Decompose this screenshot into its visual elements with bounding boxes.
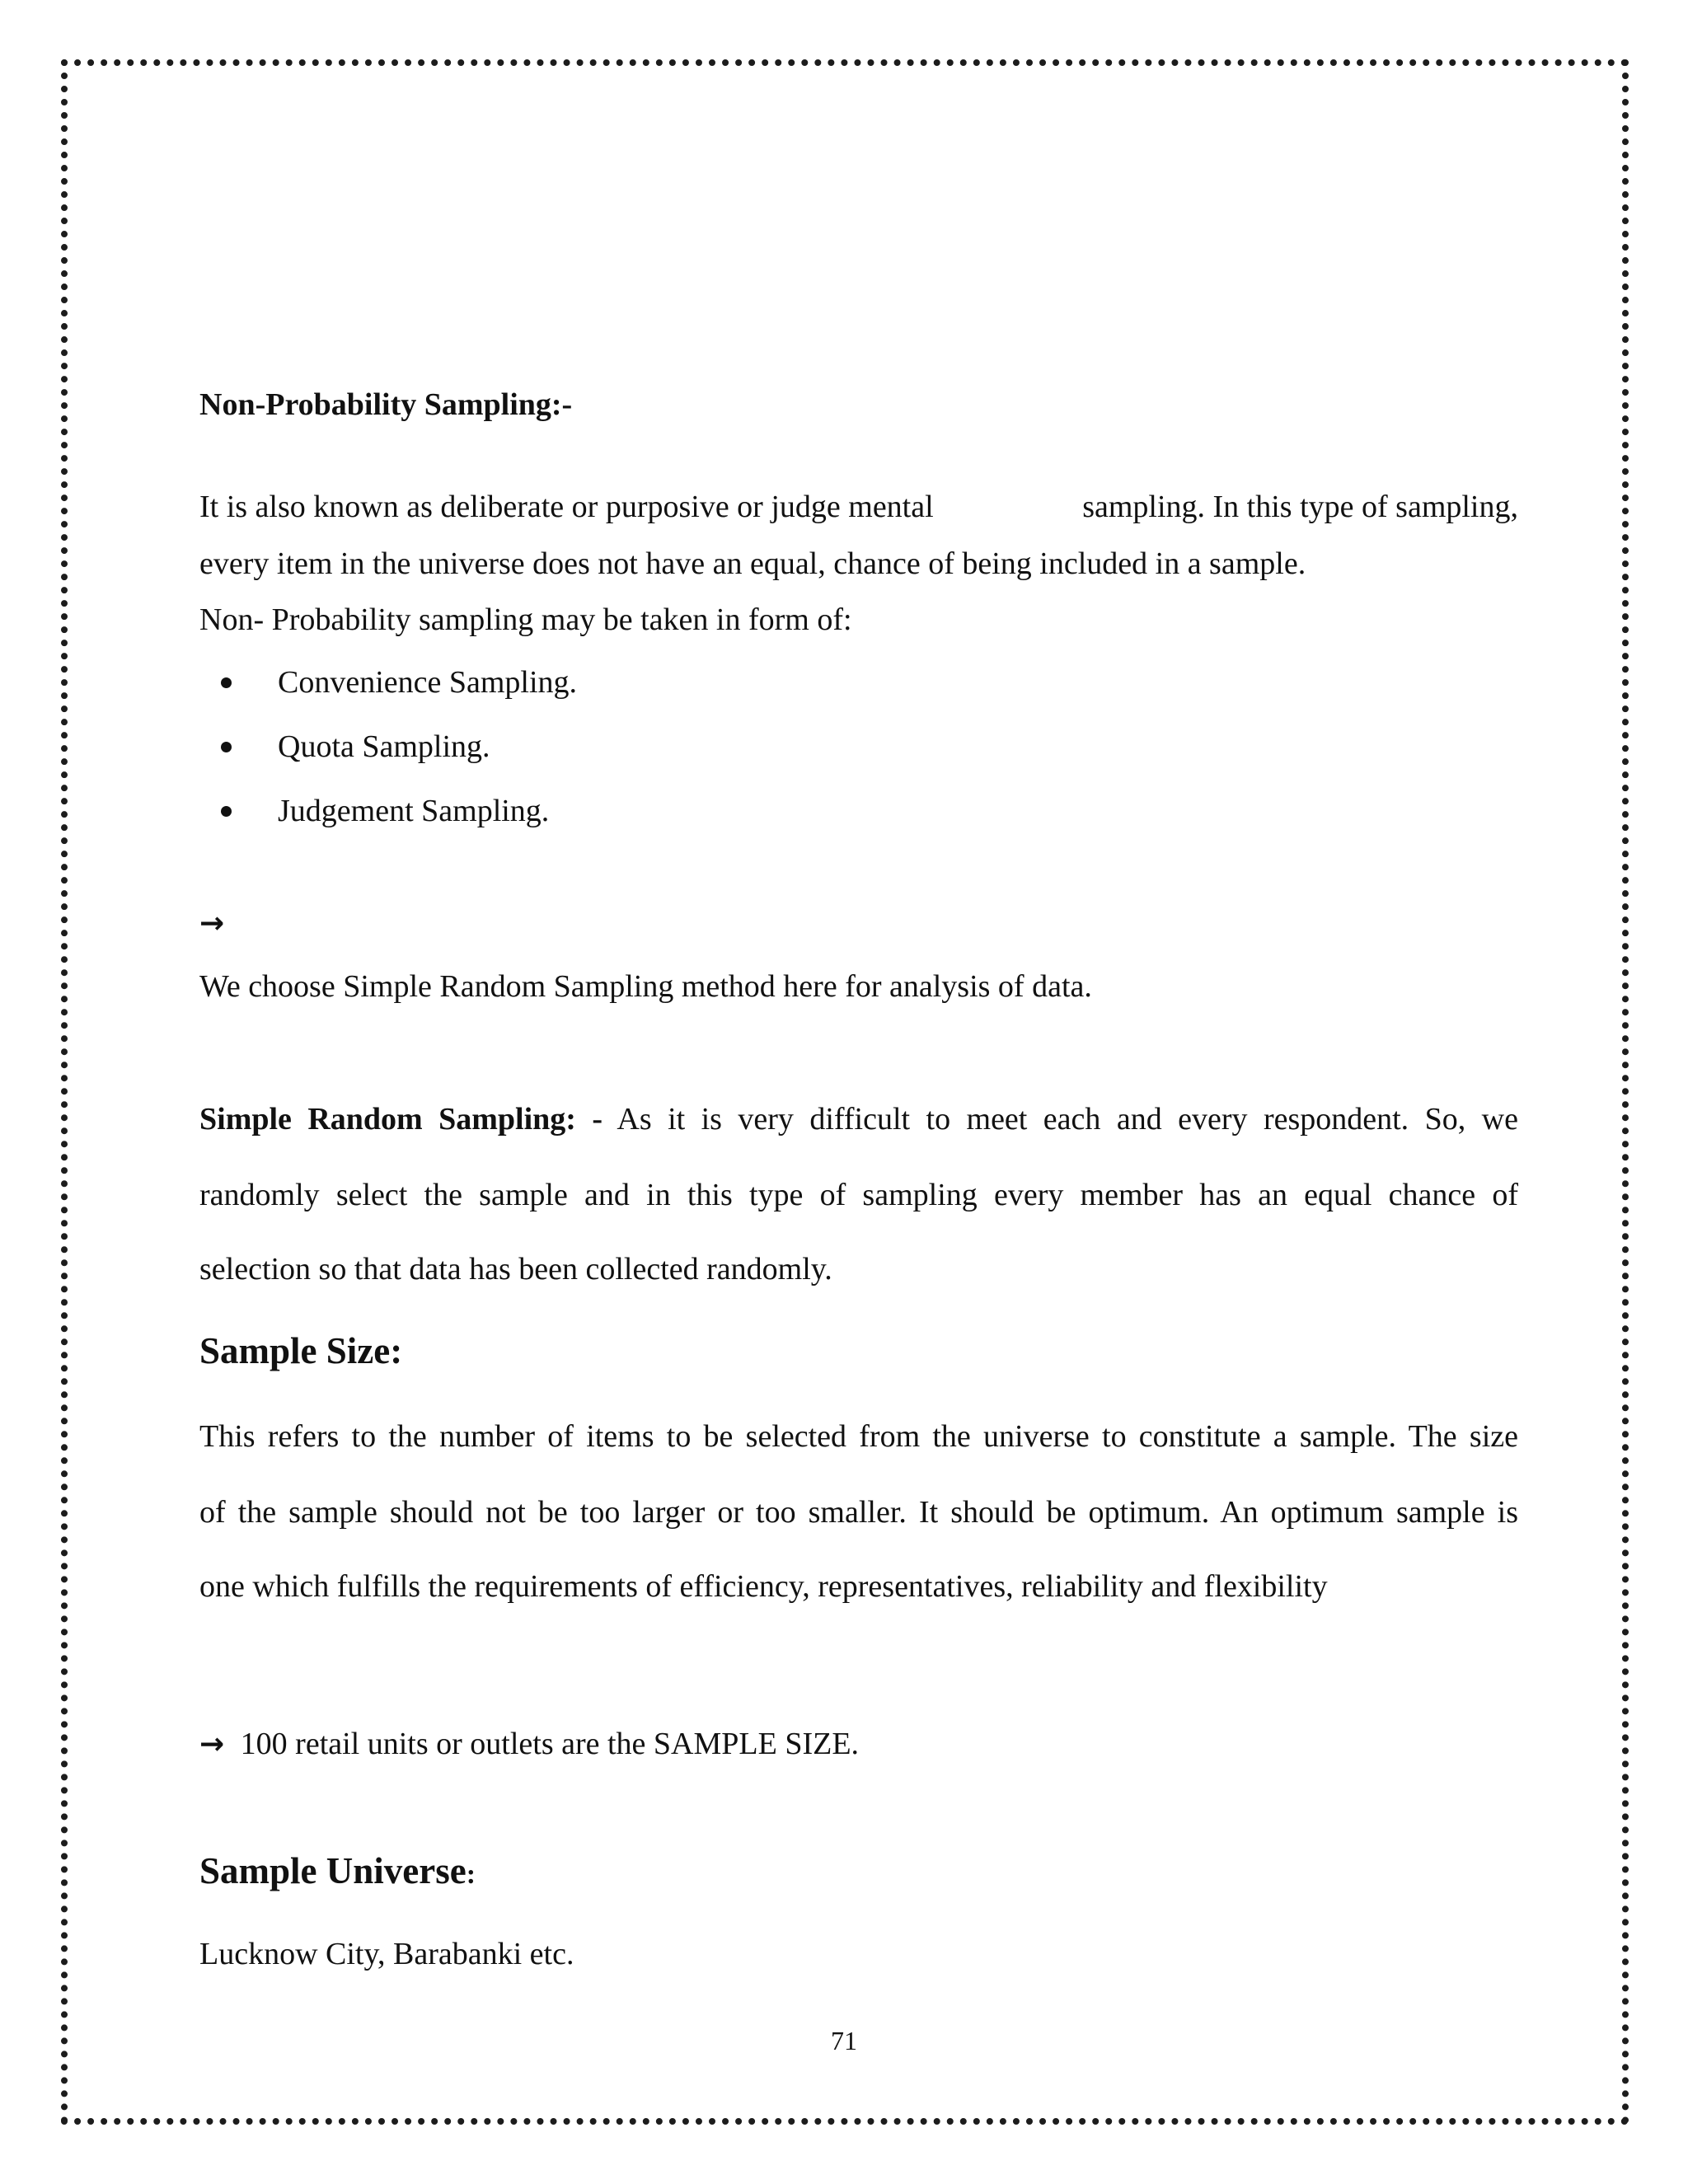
nonprob-intro: Non- Probability sampling may be taken in form of: [199, 602, 852, 637]
nonprob-para-line2: every item in the universe does not have an equal, chance of being included in a sample. [199, 546, 1306, 581]
bullet-icon [221, 677, 232, 688]
arrow-right-icon: → [199, 907, 225, 940]
simple-random-line3: selection so that data has been collected randomly. [199, 1252, 832, 1286]
page-number: 71 [831, 2026, 857, 2055]
choice-text: We choose Simple Random Sampling method here for analysis of data. [199, 969, 1092, 1004]
list-item [221, 793, 549, 829]
nonprob-para-line1-right: sampling. In this type of sampling, [1082, 490, 1518, 524]
simple-random-line2: randomly select the sample and in this type of sampling every member has an equal chance of [199, 1178, 1518, 1212]
nonprob-heading: Non-Probability Sampling:- [199, 387, 573, 422]
list-item-label: Convenience Sampling. [278, 665, 578, 700]
sample-size-line1: This refers to the number of items to be selected from the universe to constitute a sample. The size [199, 1419, 1518, 1454]
sample-size-heading: Sample Size: [199, 1330, 403, 1371]
nonprob-para-line1-left: It is also known as deliberate or purposive or judge mental [199, 490, 934, 524]
sample-universe-colon: : [466, 1859, 476, 1890]
list-item-label: Judgement Sampling. [278, 794, 550, 828]
bullet-icon [221, 806, 232, 817]
simple-random-label: Simple Random Sampling: - [199, 1102, 603, 1137]
sample-size-statement-row [199, 1726, 859, 1762]
sample-size-statement: 100 retail units or outlets are the SAMPLE SIZE. [240, 1727, 860, 1761]
sample-universe-heading-row [199, 1849, 476, 1892]
list-item [221, 664, 577, 701]
sample-universe-heading: Sample Universe [199, 1850, 467, 1891]
arrow-right-icon: → [199, 1727, 225, 1761]
bullet-icon [221, 742, 232, 752]
simple-random-line1 [199, 1101, 1518, 1137]
sample-size-line3: one which fulfills the requirements of efficiency, representatives, reliability and flexibility [199, 1569, 1328, 1604]
page-border [61, 59, 1629, 2125]
sample-size-line2: of the sample should not be too larger or too smaller. It should be optimum. An optimum sample is [199, 1495, 1518, 1530]
simple-random-line1-text: As it is very difficult to meet each and every respondent. So, we [617, 1102, 1518, 1137]
list-item [221, 729, 490, 765]
nonprob-para-line1 [199, 491, 1518, 526]
list-item-label: Quota Sampling. [278, 729, 490, 764]
sample-universe-text: Lucknow City, Barabanki etc. [199, 1937, 574, 1971]
